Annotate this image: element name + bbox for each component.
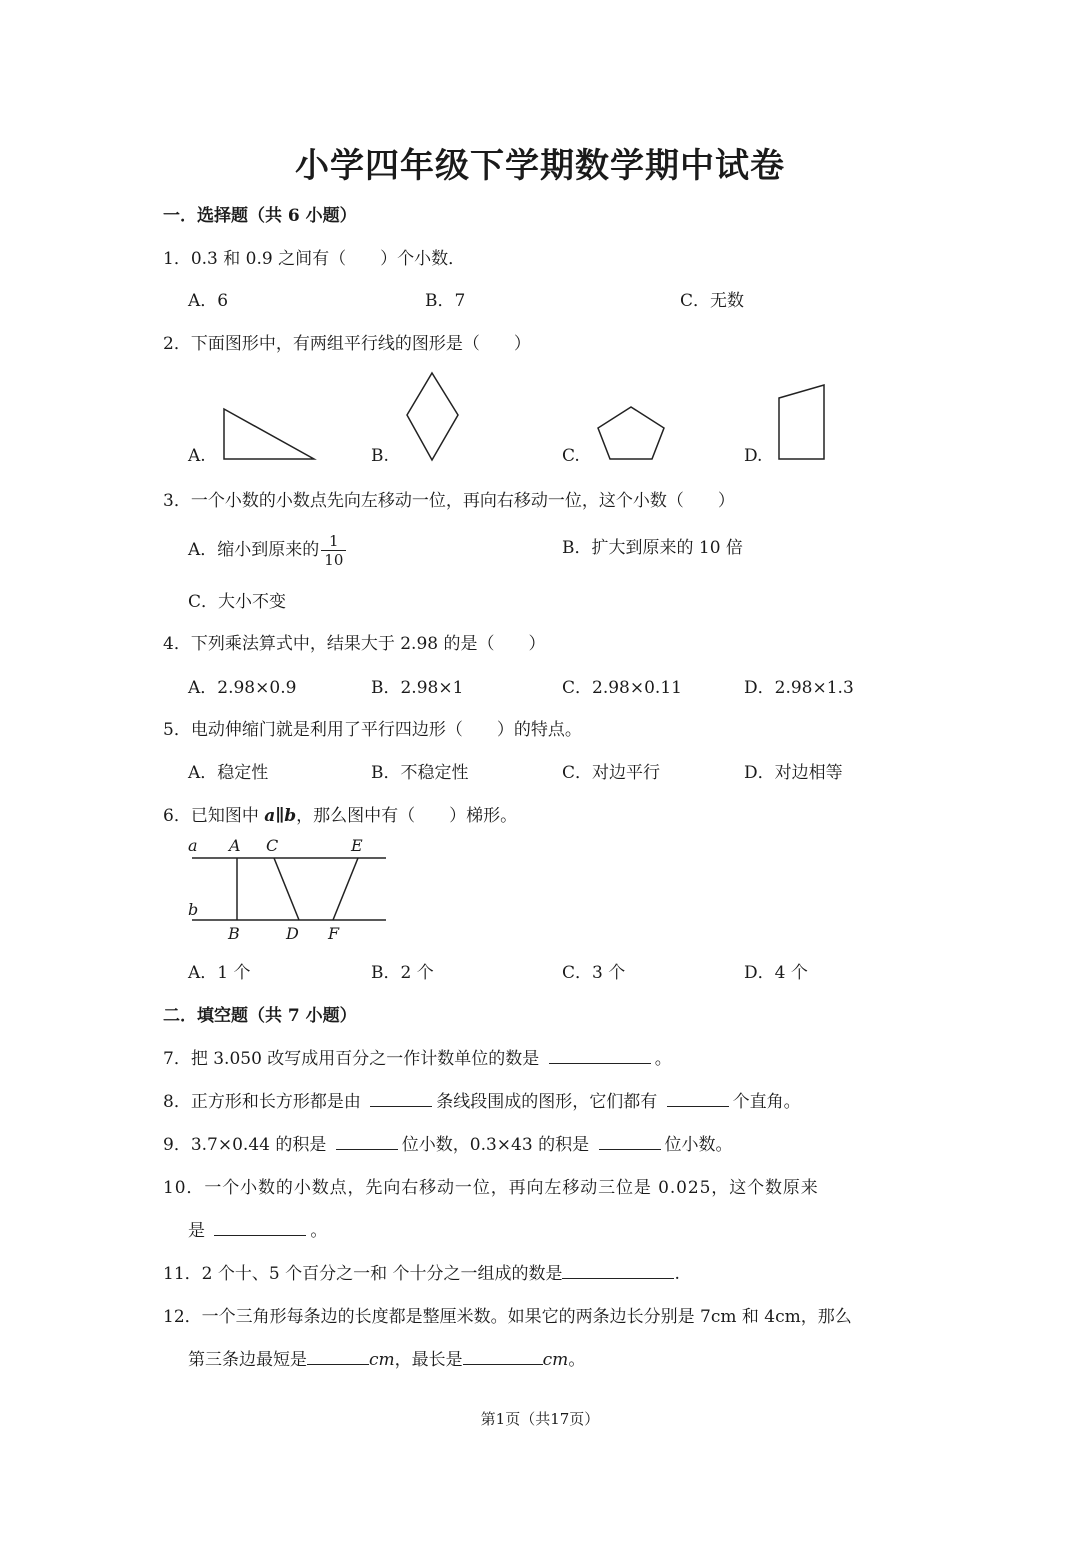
q6-option-d[interactable]: D．4 个 [744,963,808,983]
q6-option-c[interactable]: C．3 个 [562,963,626,983]
label-B: B [228,924,240,943]
question-10-line2 [188,1216,327,1241]
q11-text-end: . [674,1264,680,1284]
label-b: b [188,900,199,919]
q1-option-a[interactable]: A．6 [188,291,229,311]
label-D: D [286,924,299,943]
q12-text: 第三条边最短是 [188,1350,307,1370]
q8-text-mid: 条线段围成的图形，它们都有 [436,1092,663,1112]
q6-option-a[interactable]: A．1 个 [188,963,251,983]
label-a: a [188,836,198,855]
q5-option-c[interactable]: C．对边平行 [562,763,661,783]
q11-answer-blank[interactable] [562,1262,674,1279]
q12-text-end: 。 [568,1350,586,1370]
segment-cd [274,858,299,920]
q4-option-d[interactable]: D．2.98×1.3 [744,678,854,698]
q4-option-b[interactable]: B．2.98×1 [371,678,464,698]
q10-text-end: 。 [310,1221,328,1241]
question-5-stem: 5．电动伸缩门就是利用了平行四边形（ ）的特点。 [163,720,582,740]
q8-text: 8．正方形和长方形都是由 [163,1092,367,1112]
question-8 [163,1087,801,1112]
question-12-line1: 12．一个三角形每条边的长度都是整厘米数。如果它的两条边长分别是 7cm 和 4cm，那么 [163,1307,852,1327]
q5-option-a[interactable]: A．稳定性 [188,763,269,783]
fraction-numerator: 1 [321,532,346,551]
q6-stem-pre: 6．已知图中 [163,806,265,826]
label-C: C [266,836,279,855]
label-F: F [328,924,340,943]
q10-text: 是 [188,1221,211,1241]
q12-unit-2: cm [542,1350,569,1370]
q4-option-c[interactable]: C．2.98×0.11 [562,678,682,698]
q2-option-c[interactable]: C. [562,446,580,466]
q7-text-end: 。 [654,1049,672,1069]
q6-stem-math: a∥b [264,806,297,826]
q1-option-c[interactable]: C．无数 [680,291,745,311]
question-4-stem: 4．下列乘法算式中，结果大于 2.98 的是（ ） [163,634,546,654]
q12-answer-blank-1[interactable] [307,1348,369,1365]
question-11 [163,1259,680,1284]
q12-text-mid: ，最长是 [394,1350,463,1370]
q9-text-end: 位小数。 [664,1135,733,1155]
page-footer: 第1页（共17页） [480,1410,600,1428]
q11-text: 11．2 个十、5 个百分之一和 个十分之一组成的数是 [163,1264,563,1284]
question-10-line1: 10．一个小数的小数点，先向右移动一位，再向左移动三位是 0.025，这个数原来 [163,1178,819,1198]
q12-unit-1: cm [369,1350,395,1370]
section-heading-choice: 一．选择题（共 6 小题） [163,206,357,226]
question-7 [163,1044,672,1069]
q9-answer-blank-2[interactable] [599,1133,661,1150]
question-9 [163,1130,733,1155]
q6-option-b[interactable]: B．2 个 [371,963,434,983]
q8-text-end: 个直角。 [732,1092,801,1112]
q9-answer-blank-1[interactable] [336,1133,398,1150]
q1-option-b[interactable]: B．7 [425,291,466,311]
q8-answer-blank-2[interactable] [667,1090,729,1107]
page-title: 小学四年级下学期数学期中试卷 [295,146,785,186]
q10-answer-blank[interactable] [214,1219,306,1236]
q2-option-b[interactable]: B. [371,446,389,466]
q5-option-b[interactable]: B．不稳定性 [371,763,469,783]
q3-option-a-text: A．缩小到原来的 [188,540,320,560]
q6-stem-post: ，那么图中有（ ）梯形。 [296,806,518,826]
q9-text-mid: 位小数，0.3×43 的积是 [401,1135,595,1155]
q12-answer-blank-2[interactable] [463,1348,543,1365]
q2-option-a[interactable]: A. [188,446,206,466]
question-2-stem: 2．下面图形中，有两组平行线的图形是（ ） [163,334,531,354]
question-12-line2 [188,1345,585,1370]
segment-ef [333,858,358,920]
q7-answer-blank[interactable] [549,1047,651,1064]
q2-option-d[interactable]: D. [744,446,763,466]
q3-option-c[interactable]: C．大小不变 [188,592,287,612]
q8-answer-blank-1[interactable] [370,1090,432,1107]
section-heading-fill: 二．填空题（共 7 小题） [163,1006,357,1026]
q5-option-d[interactable]: D．对边相等 [744,763,843,783]
label-A: A [229,836,241,855]
fraction-denominator: 10 [324,551,344,569]
q7-text: 7．把 3.050 改写成用百分之一作计数单位的数是 [163,1049,545,1069]
q3-option-b[interactable]: B．扩大到原来的 10 倍 [562,538,743,558]
question-1-stem: 1．0.3 和 0.9 之间有（ ）个小数． [163,249,466,269]
q9-text: 9．3.7×0.44 的积是 [163,1135,332,1155]
question-3-stem: 3．一个小数的小数点先向左移动一位，再向右移动一位，这个小数（ ） [163,491,735,511]
q4-option-a[interactable]: A．2.98×0.9 [188,678,297,698]
label-E: E [351,836,363,855]
